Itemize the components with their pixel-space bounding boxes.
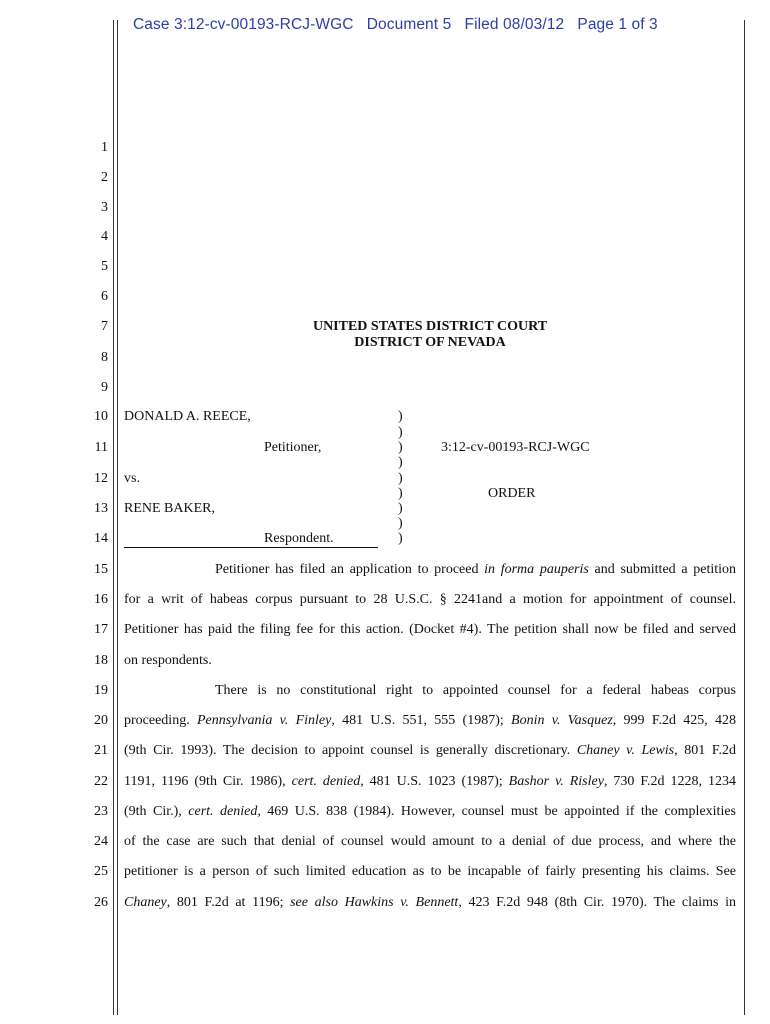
versus: vs. (124, 471, 140, 486)
body-line-26: Chaney, 801 F.2d at 1196; see also Hawkins v. Bennett, 423 F.2d 948 (8th Cir. 1970). The claims in (124, 895, 736, 910)
body-line-16: for a writ of habeas corpus pursuant to 28 U.S.C. § 2241and a motion for appointment of counsel. (124, 592, 736, 607)
body-line-23: (9th Cir.), cert. denied, 469 U.S. 838 (1984). However, counsel must be appointed if the complexities (124, 804, 736, 819)
body-line-19: There is no constitutional right to appointed counsel for a federal habeas corpus (215, 683, 736, 698)
case-header: Case 3:12-cv-00193-RCJ-WGC Document 5 Filed 08/03/12 Page 1 of 3 (133, 16, 658, 33)
citation-bonin: Bonin v. Vasquez (511, 713, 613, 728)
citation-bashor: Bashor v. Risley (508, 774, 604, 789)
petitioner-role: Petitioner, (264, 440, 322, 455)
petitioner-name: DONALD A. REECE, (124, 409, 251, 424)
court-name: UNITED STATES DISTRICT COURT (312, 319, 548, 334)
line-number: 6 (101, 289, 108, 304)
body-line-17: Petitioner has paid the filing fee for this action. (Docket #4). The petition shall now be filed and served (124, 622, 736, 637)
line-number: 3 (101, 200, 108, 215)
citation-finley: Pennsylvania v. Finley (196, 713, 332, 728)
caption-paren: ) (398, 471, 403, 486)
citation-chaney: Chaney v. Lewis (576, 743, 675, 758)
line-number: 8 (101, 350, 108, 365)
respondent-underline (124, 531, 378, 548)
caption-paren: ) (398, 486, 403, 501)
body-line-25: petitioner is a person of such limited education as to be incapable of fairly presenting his claims. See (124, 864, 736, 879)
respondent-role: Respondent. (264, 531, 334, 546)
line-number: 4 (101, 229, 108, 244)
citation-hawkins: see also Hawkins v. Bennett (290, 895, 459, 910)
line-number: 16 (94, 592, 108, 607)
caption-paren: ) (398, 501, 403, 516)
line-number: 15 (94, 562, 108, 577)
line-number: 22 (94, 774, 108, 789)
line-number: 11 (94, 440, 108, 455)
line-number: 25 (94, 864, 108, 879)
line-number: 26 (94, 895, 108, 910)
line-number: 23 (94, 804, 108, 819)
line-number: 2 (101, 170, 108, 185)
line-number: 5 (101, 259, 108, 274)
line-number: 18 (94, 653, 108, 668)
line-number: 21 (94, 743, 108, 758)
caption-paren: ) (398, 455, 403, 470)
caption-paren: ) (398, 440, 403, 455)
body-line-18: on respondents. (124, 653, 212, 668)
left-margin-rule-outer (113, 20, 114, 1015)
line-number: 10 (94, 409, 108, 424)
line-number: 12 (94, 471, 108, 486)
caption-paren: ) (398, 425, 403, 440)
line-number: 1 (101, 140, 108, 155)
court-district: DISTRICT OF NEVADA (354, 335, 506, 350)
right-margin-rule (744, 20, 745, 1015)
body-line-15: Petitioner has filed an application to proceed in forma pauperis and submitted a petition (215, 562, 737, 577)
body-line-20: proceeding. Pennsylvania v. Finley, 481 U.S. 551, 555 (1987); Bonin v. Vasquez, 999 F.2d 425, 428 (124, 713, 737, 728)
caption-paren: ) (398, 409, 403, 424)
left-margin-rule-inner (117, 20, 118, 1015)
line-number: 20 (94, 713, 108, 728)
line-number: 9 (101, 380, 108, 395)
case-number: 3:12-cv-00193-RCJ-WGC (441, 440, 590, 455)
line-number: 19 (94, 683, 108, 698)
respondent-name: RENE BAKER, (124, 501, 215, 516)
line-number: 14 (94, 531, 108, 546)
line-number: 13 (94, 501, 108, 516)
body-line-22: 1191, 1196 (9th Cir. 1986), cert. denied, 481 U.S. 1023 (1987); Bashor v. Risley, 730 F.2d 1228, 1234 (124, 774, 736, 789)
line-number: 7 (101, 319, 108, 334)
caption-paren: ) (398, 516, 403, 531)
line-number: 24 (94, 834, 108, 849)
line-number: 17 (94, 622, 108, 637)
body-line-21: (9th Cir. 1993). The decision to appoint counsel is generally discretionary. Chaney v. Lewis, 801 F.2d (124, 743, 736, 758)
order-title: ORDER (488, 486, 536, 501)
case-term-ifp: in forma pauperis (484, 562, 589, 577)
body-line-24: of the case are such that denial of counsel would amount to a denial of due process, and where the (124, 834, 736, 849)
caption-paren: ) (398, 531, 403, 546)
